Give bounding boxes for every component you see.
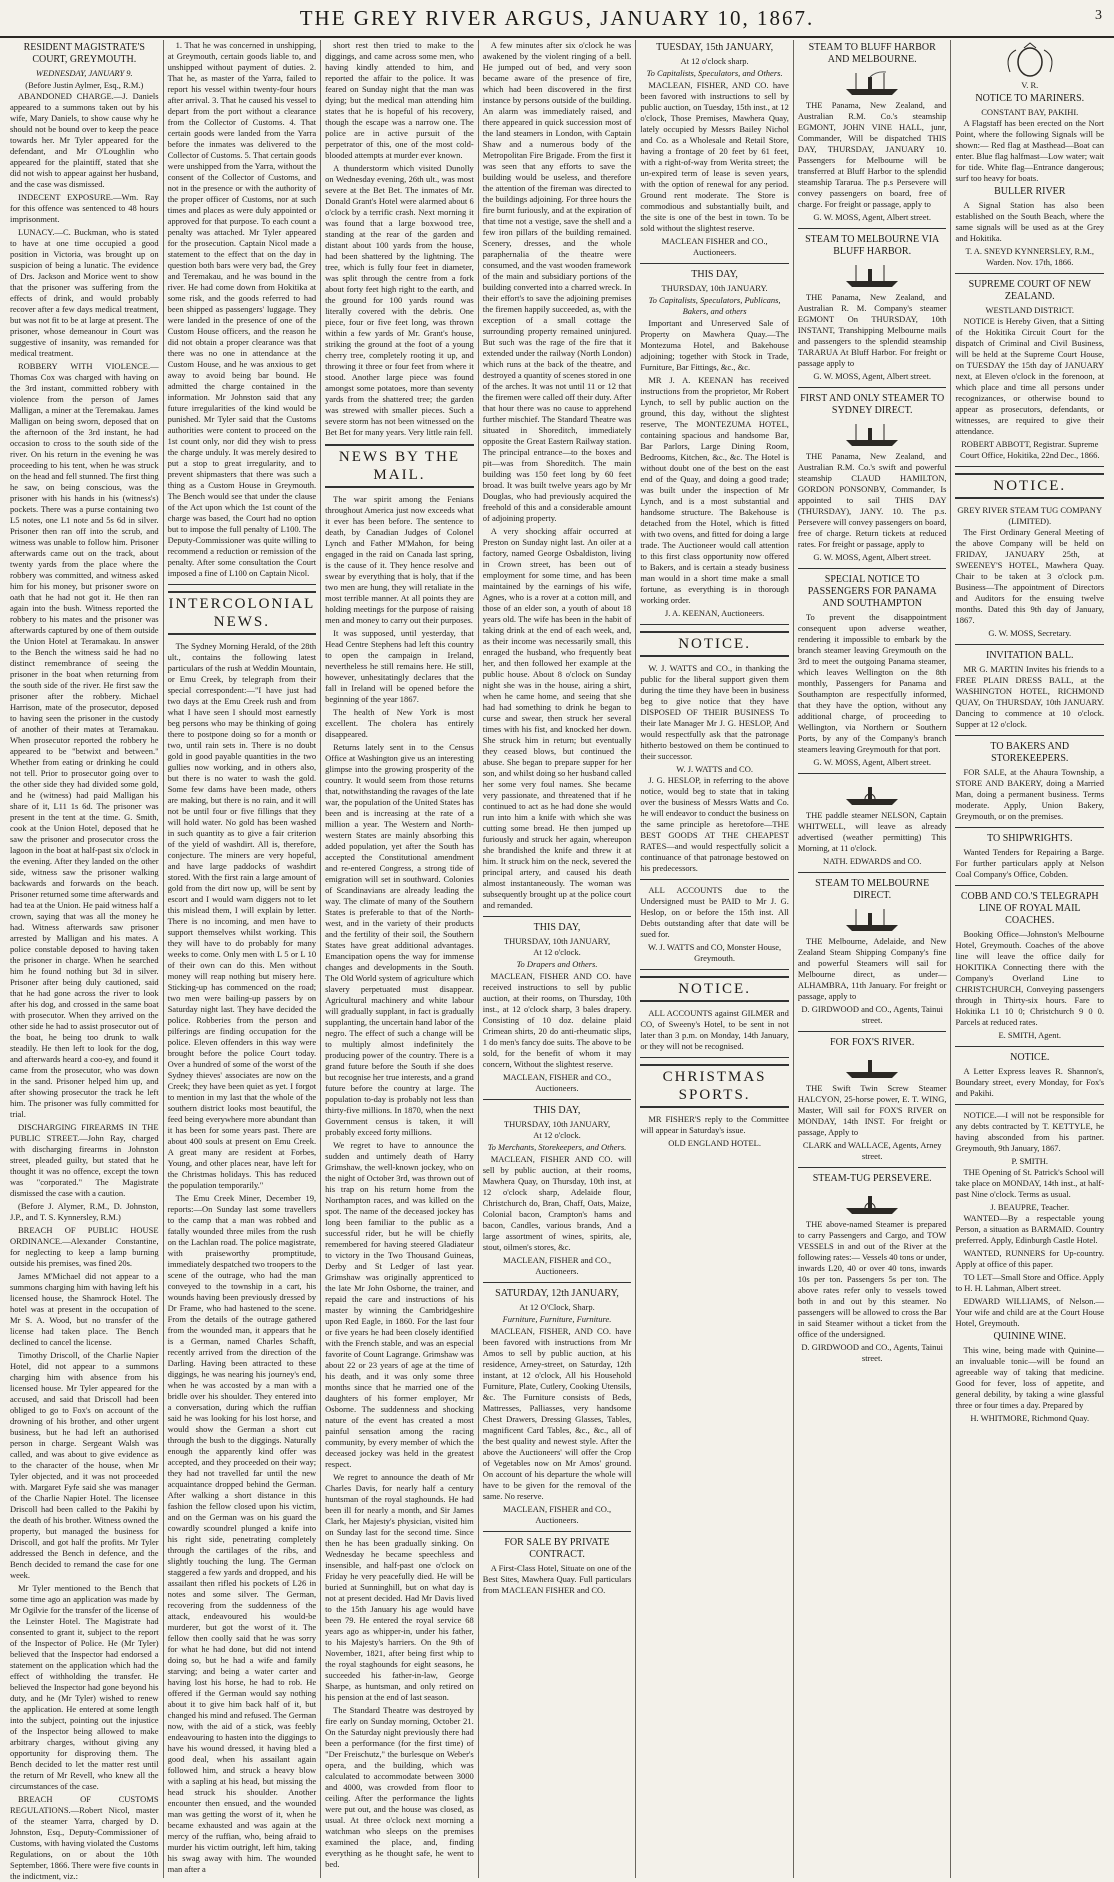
divider <box>798 872 947 873</box>
ad-signature: E. SMITH, Agent. <box>998 1030 1062 1040</box>
ad-body: Booking Office—Johnston's Melbourne Hotel, Greymouth. Coaches of the above line will leave the office daily for HOKITIKA Connecting there with the Company's Overland Line to CHRISTCHURCH, Conveying passengers through in Thirty-six hours. Fare to Hokitika L1 10 0; Christchurch 9 0 0. Parcels at reduced rates. <box>955 929 1105 1027</box>
column-3 <box>321 40 479 1878</box>
divider <box>640 879 789 880</box>
steamship-icon <box>842 779 902 807</box>
ad-date: At 12 O'Clock, Sharp. <box>519 1302 595 1312</box>
ad-signature: G. W. MOSS, Agent, Albert street. <box>813 371 931 381</box>
court-heading: RESIDENT MAGISTRATE'S COURT, GREYMOUTH. <box>23 42 145 65</box>
divider <box>640 1057 789 1058</box>
ad-body: THE paddle steamer NELSON, Captain WHITWELL, will leave as already advertised (weather permitting) This Morning, at 11 o'clock. <box>797 810 947 853</box>
ad-heading: FOR SALE BY PRIVATE CONTRACT. <box>504 1537 610 1560</box>
article-paragraph: We regret to announce the death of Mr Charles Davis, for nearly half a century huntsman of the royal staghounds. He had been ill for nearly a month, and Sir James Clark, her Majesty's physician, visited him on Sunday last for the second time. Since then he has been gradually sinking. On Wednesday he became speechless and insensible, and half-past one o'clock on Friday he very peacefully died. He will be buried at Sunninghill, but on what day is not at present decided. Had Mr Davis lived to the 15th January his age would have been 79. He entered the royal service 68 years ago as whipper-in, under his father, to his Majesty's harriers. On the 9th of November, 1821, after being first whip to the royal staghounds for eight seasons, he succeeded his father-in-law, George Sharpe, as huntsman, and only retired on his pension at the end of last season. <box>325 1472 474 1702</box>
notice-heading: NOTICE. <box>955 473 1104 499</box>
article-paragraph: A few minutes after six o'clock he was awakened by the violent ringing of a bell. He jumped out of bed, and very soon became aware of the presence of fire, which had been discovered in the first instance by persons outside of the building. An alarm was immediately raised, and there appeared in quick succession most of the land steamers in London, with Captain Shaw and a numerous body of the Metropolitan Fire Brigade. From the first it was seen that any efforts to save the building would be useless, and therefore the attention of the fireman was directed to the buildings adjoining. For three hours the fire burnt furiously, and at the expiration of that time not a vestige, save the shell and a few iron pillars of the building remained. Scenery, dresses, and the whole paraphernalia of the theatre were consumed, and the vast wooden framework of the main and subsidiary portions of the building converted into a charred wreck. In their effort's to save the adjoining premises the firemen happily succeeded, as, with the exception of a small cottage the surrounding property remained uninjured. But such was the rage of the fire that it extended under the railway (North London) which runs at the back of the theatre, and destroyed a quantity of scenes stored in one of the arches. It was not until 11 or 12 that the firemen were called off their duty. After that hour there was no cause to apprehend further mischief. The Standard Theatre was situated in Shoreditch, immediately opposite the Great Eastern Railway station. The principal entrance—to the boxes and pit—was from Shoreditch. The main building was 150 feet long by 60 feet broad. It was built twelve years ago by Mr Douglas, who had previously acquired the freehold of this and a considerable amount of adjoining property. <box>482 40 632 523</box>
ad-body: THE Panama, New Zealand, and Australian R.M. Co.'s steamship EGMONT, JOHN VINE HALL, junr, Commander, Will be dispatched THIS DAY, THURSDAY, JANUARY 10. Passengers for Melbourne will be transferred at Bluff Harbor to the splendid steamship Tararua. The p.s Persevere will convey passengers on board, free of charge. For freight or passage, apply to <box>797 100 947 209</box>
ad-body: EDWARD WILLIAMS, of Nelson.—Your wife and child are at the Court House Hotel, Greymouth. <box>955 1296 1105 1328</box>
article-paragraph: ROBBERY WITH VIOLENCE.—Thomas Cox was charged with having on the 3rd instant, committed robbery with violence from the person of James Malligan, a miner at the Teremakau. James Malligan on being sworn, deposed that on the afternoon of the 3rd instant, he had occasion to cross to the south side of the river. On his return in the evening he was proceeding to his tent, when he was struck on the head and fell stunned. The first thing he saw, on being conscious, was the prisoner with his hands in his (witness's) pockets. There was a purse containing two L5 notes, one L1 note and 5s 6d in silver. Prisoner then ran off into the scrub, and witness was unable to follow him. Prisoner afterwards came out on the track, about twenty yards from the place where the robbery was committed, and witness asked him for his money, but prisoner swore on oath that he had not got it. He then ran again into the bush. Witness reported the robbery to his mates and the prisoner was afterwards captured by one of them outside the Union Hotel at Teramakau. In answer to the Bench the witness said he had no distinct remembrance of seeing the prisoner in the boat when returning from the south side of the river. He first saw the prisoner after the robbery. Michael Harrison, mate of the prosecutor, deposed to having seen the prisoner in the custody of another of their mates at Teramakau. When prosecutor reported the robbery he appeared to be "betwixt and between." Whether from eating or drinking he could not tell. Prior to prosecutor going over to the other side they had divided some gold, and he (witness) had paid Malligan his share of it, L11 1s 6d. The prisoner was present in the tent at the time. G. Smith, cook at the Union Hotel, deposed that he saw the prisoner and prosecutor cross the lagoon in the boat at half-past six o'clock in the evening. After they landed on the other side, witness saw the prisoner walking backwards and forwards on the beach. Prisoner returned some time afterwards and had tea at the Union. He paid witness half a crown, saying that was all the money he had. Witness afterwards saw prisoner arrested by Malligan and his mates. A police constable deposed to having taken the prisoner in charge. When he searched him he found nothing but 3d in silver. Prisoner after being duly cautioned, said that he had gone across the river to look after his dog, and crossed in the same boat with prosecutor. When they arrived on the other side he had to assist prosecutor out of the boat, he being too drunk to walk steadily. He then left to look for the dog, and afterwards heard a coo-ey, and found it came from the prosecutor, who was down in the sand. Prisoner helped him up, and after showing prosecutor the track he left him. The prisoner was fully committed for trial. <box>10 361 159 1119</box>
court-before: (Before Justin Aylmer, Esq., R.M.) <box>25 80 144 90</box>
ad-body: The First Ordinary General Meeting of the above Company will be held on FRIDAY, JANUARY 25th, at SWEENEY'S HOTEL, Mawhera Quay. Chair to be taken at 3 o'clock p.m. Business—The appointment of Directors and Auditors for the ensuing twelve months. Dated this 9th day of January, 1867. <box>955 527 1105 625</box>
divider <box>798 1167 947 1168</box>
divider <box>798 568 947 569</box>
ad-heading: SPECIAL NOTICE TO PASSENGERS FOR PANAMA AND SOUTHAMPTON <box>807 574 937 609</box>
divider <box>955 1046 1104 1047</box>
ad-body: NOTICE is Hereby Given, that a Sitting of the Hokitika Circuit Court for the dispatch of Criminal and Civil Business, will be held at the Supreme Court House, on TUESDAY the 15th day of JANUARY next, at Eleven o'clock in the forenoon, at which place and time all persons under recognizances, or otherwise bound to appear as prosecutors, defendants, or witnesses, are required to give their attendance. <box>955 316 1105 436</box>
ad-heading: STEAM-TUG PERSEVERE. <box>812 1173 932 1184</box>
ad-body: Wanted Tenders for Repairing a Barge. For further particulars apply at Nelson Coal Company's Office, Cobden. <box>955 847 1105 879</box>
steamship-icon <box>842 1052 902 1080</box>
article-paragraph: The Sydney Morning Herald, of the 28th ult., contains the following latest particulars of the rush at Weddin Mountain, or Emu Creek, by telegraph from their special correspondent:—"I have just had two days at the Emu Creek rush and from what I have seen I should most earnestly beg persons who may be thinking of going there to postpone doing so for a month or two, until rain sets in. There is no doubt gold in good payable quantities in the two gullies now working, and in others also, but there is no water to wash the gold. Some few dams have been made, others are making, but there is no rain, and it will not be until four or five fillings that they will hold water. No gold has been washed in such quantity as to give a fair criterion of the yield of washdirt. All is, therefore, conjecture. The miners are very hopeful, and have large paddocks of washdirt stored. With the first rain a large amount of gold from the dirt now up, will be sent by escort and I would warn diggers not to let this mislead them, I will explain by letter. There is no incoming, and men have to support themselves whilst working. This they will have to do probably for many weeks to come. Only men with L 5 or L 10 of their own can do this. Men without money will reap nothing but misery here. Sticking-up has commenced on the road; two men were bailing-up passers by on Saturday night last. They have decided the police. Robberies from the person and pilferings are finding occupation for the police. Eleven offenders in this way were brought before the police Court today. Over a hundred of some of the worst of the Sydney thieves' associates are now on the Creek; they have been quiet as yet. I forgot to mention in my last that the whole of the southern district looks most beautiful, the feed being everywhere more abundant than it has been for some years past. There are about 400 souls at present on Emu Creek. A great many are resident at Forbes, Young, and other places near, have left for the Christmas holidays. This has reduced the population temporarily." <box>167 641 317 1190</box>
ad-body: To prevent the disappointment consequent upon adverse weather, rendering it impossible to embark by the branch steamer leaving Greymouth on the 3rd to meet the outgoing Panama steamer, which leaves Wellington on the 8th monthly, Passengers for Panama and Southampton are respectfully informed, that they have the option, without any additional charge, of proceeding to Wellington, via Northern or Southern Ports, by any of the Company's branch steamers leaving Greymouth for that port. <box>797 612 947 754</box>
ad-body: A Signal Station has also been established on the South Beach, where the same signals will be used as at the Grey and Hokitika. <box>955 200 1105 243</box>
court-date: WEDNESDAY, JANUARY 9. <box>35 68 133 78</box>
ad-time: At 12 o'clock. <box>533 947 581 957</box>
column-5 <box>636 40 794 1878</box>
ad-body: A Flagstaff has been erected on the Nort Point, where the following Signals will be shown:— Red flag at Masthead—Boat can enter. Blue flag halfmast—Low water; wait for tide. White flag—Entrance dangerous; surf too heavy for boats. <box>955 118 1105 183</box>
ad-date: THURSDAY, 10th JANUARY, <box>503 936 611 946</box>
article-paragraph: The war spirit among the Fenians throughout America just now exceeds what it ever has been before. The sentence to death, by Canadian Judges of Colonel Lynch and Father M'Mahon, for being engaged in the raid on Canada last spring, is the cause of it. They hence resolve and swear by everything that is holy, that if the two men are hung, they will retaliate in the most terrible manner. At all points they are holding meetings for the purpose of raising men and money to carry out their purposes. <box>325 494 474 625</box>
ad-signature: OLD ENGLAND HOTEL. <box>668 1138 761 1148</box>
steamship-icon <box>842 1188 902 1216</box>
article-paragraph: The health of New York is most excellent. The cholera has entirely disappeared. <box>325 707 474 739</box>
page-columns <box>6 40 1108 1881</box>
column-4 <box>479 40 637 1878</box>
ad-signature: W. J. WATTS and CO. <box>676 764 753 774</box>
ad-body: ALL ACCOUNTS against GILMER and CO, of Sweeny's Hotel, to be sent in not later than 3 p.m. on Monday, 14th January, or they will not be recognised. <box>640 1008 789 1051</box>
article-paragraph: 1. That he was concerned in unshipping, at Greymouth, certain goods liable to, and unshipped without payment of duties. 2. That he, as master of the Yarra, failed to report his vessel within twenty-four hours after arrival. 3. That he caused his vessel to depart from the port without a clearance from the Collector of Customs. 4. That certain goods were landed from the Yarra before the inmates was delivered to the Collector of Customs. 5. That certain goods were unshipped from the Yarra, without the consent of the Collector of Customs, and not in the presence or with the authority of the proper officer of Customs, nor at such times and places as were duly appointed or approved for that purpose. To each count a penalty was attached. Mr Tyler appeared for the prosecution. Captain Nicol made a statement to the effect that on the day in question both bars were very bad, the Grey and Teremakau, and he was bound in the river. He had come down from Hokitika at some risk, and the goods referred to had been shipped as passengers' luggage. They were landed in the presence of one of the Custom House officers, and the reason he did not obtain a proper clearance was that there was no one in attendance at the Custom House, and he was anxious to get away to avoid being bar bound. He admitted the charge contained in the information. Mr Johnston said that any future irregularities of the kind would be punished. Mr Tyler said that the Customs authorities were content to proceed on the 1st count only, nor did they wish to press the charge unduly. It was merely desired to put a stop to great irregularity, and to prevent shipmasters that there was such a thing as a Custom House in Greymouth. The Bench would see that under the clause of the Act upon which the 1st count of the charge was based, the Court had no option but to impose the full penalty of L100. The Deputy-Commissioner was quite willing to recommend a reduction or remission of the penalty. After some consultation the Court imposed a fine of L100 on Captain Nicol. <box>167 40 317 578</box>
divider <box>483 1282 632 1283</box>
ad-heading: THIS DAY, <box>533 922 581 933</box>
article-paragraph: LUNACY.—C. Buckman, who is stated to have at one time occupied a good position in Victoria, was brought up on suspicion of being a lunatic. The evidence of Drs. Jackson and Morice went to show that the prisoner was suffering from the effects of drink, and would probably recover after a few days medical treatment, but was not fit to be at large at present. The prisoner, whose demeanour in Court was suggestive of insanity, was remanded for medical treatment. <box>10 227 159 358</box>
divider <box>798 228 947 229</box>
newspaper-title: THE GREY RIVER ARGUS, JANUARY 10, 1867. <box>299 6 815 30</box>
ad-date: THURSDAY, 10th JANUARY. <box>661 283 768 293</box>
ad-body: MR J. A. KEENAN has received instructions from the proprietor, Mr Robert Lynch, to sell by public auction on the ground, this day, without the slightest reserve, The MONTEZUMA HOTEL, containing spacious and handsome Bar, Bar Parlors, Large Dining Room, Bedrooms, Kitchen, &c., &c. The Hotel is without doubt one of the best on the east end of the Quay, and doing a good trade; was built under the inspection of Mr Lynch, and is a most substantial and handsome structure. The Bakehouse is detached from the Hotel, which is fitted with two ovens, and fitted for doing a large trade. The Auctioneer would call attention to this first class opportunity now offered to Bakers, and is certain a steady business man would in a short time make a small fortune, as everything is in thorough working order. <box>640 375 789 605</box>
ad-body: MACLEAN, FISHER, AND CO. have been favored with instructions from Mr Amos to sell by public auction, at his residence, Arney-street, on Saturday, 12th instant, at 12 o'clock, All his Household Furniture, Plate, Cutlery, Cooking Utensils, &c. The Furniture consists of Beds, Mattresses, Palliasses, very handsome Chest Drawers, Dressing Glasses, Tables, magnificent Card Tables, &c., &c., all of the best quality and newest style. After the above the Auctioneers' will offer the Crop of Vegetables now on Mr Amos' ground. On account of his departure the whole will have to be given for the removal of the same. No reserve. <box>482 1326 632 1501</box>
notice-heading: SUPREME COURT OF NEW ZEALAND. <box>968 279 1091 302</box>
ad-body: A First-Class Hotel, Situate on one of the Best Sites, Mawhera Quay. Full particulars from MACLEAN FISHER and CO. <box>482 1563 632 1595</box>
divider <box>955 644 1104 645</box>
notice-heading: NOTICE. <box>640 631 789 657</box>
divider <box>640 263 789 264</box>
royal-crest-icon <box>990 42 1070 78</box>
notice-heading: QUININE WINE. <box>993 1331 1067 1342</box>
article-paragraph: BREACH OF CUSTOMS REGULATIONS.—Robert Nicol, master of the steamer Yarra, charged by D. Johnston, Esq., Deputy-Commissioner of Customs, with having violated the Customs Regulations, on or about the 10th September, 1866. There were five counts in the indictment, viz.: <box>10 1794 159 1881</box>
ad-signature: D. GIRDWOOD and CO., Agents, Tainui street. <box>801 1342 943 1363</box>
ad-body: THE above-named Steamer is prepared to carry Passengers and Cargo, and TOW VESSELS in and out of the River at the following rates:— Vessels 40 tons or under, inwards L20, 40 or over 40 tons, inwards 10s per ton. Passengers 5s per ton. The above rates refer only to vessels towed both in and out by this steamer. No passengers will be allowed to cross the Bar in said Steamer without a ticket from the office of the undersigned. <box>797 1219 947 1339</box>
article-paragraph: DISCHARGING FIREARMS IN THE PUBLIC STREET.—John Ray, charged with discharging firearms in Johnston street, pleaded guilty, but stated that he thought it was no offence, except the town was "corporated." The Magistrate dismissed the case with a caution. <box>10 1122 159 1198</box>
divider <box>168 584 317 585</box>
article-paragraph: The Standard Theatre was destroyed by fire early on Sunday morning, October 21. On the Saturday night previously there had been a performance (for the first time) of "Der Freischutz," the burlesque on Weber's opera, and the building, which was calculated to accommodate between 3000 and 4000, was crowded from floor to ceiling. After the performance the lights were put out, and the house was closed, as usual. At three o'clock next morning a watchman who sleeps on the premises examined the place, and, finding everything as he thought safe, he went to bed. <box>325 1705 474 1869</box>
ad-body: MACLEAN, FISHER, AND CO. have been favored with instructions to sell by public auction, on Tuesday, 15th inst., at 12 o'clock, Those Premises, Mawhera Quay, lately occupied by Messrs Bailey Nichol and Co. as a Wholesale and Retail Store, having a frontage of 20 feet by 61 feet, with a right-of-way from Werita street; the un-expired term of lease is seven years, with the option of renewal for any period. Ground rent moderate. The Store is commodious and substantially built, and the site is one of the best in town. To be sold without the slightest reserve. <box>640 80 789 233</box>
notice-heading: TO BAKERS AND STOREKEEPERS. <box>990 741 1070 764</box>
ad-signature: MACLEAN, FISHER and CO., Auctioneers. <box>502 1255 612 1276</box>
divider <box>640 624 789 625</box>
ad-body: MR G. MARTIN Invites his friends to a FREE PLAIN DRESS BALL, at the WASHINGTON HOTEL, RICHMOND QUAY, On THURSDAY, 10th JANUARY. Dancing to commence at 10 o'clock. Supper at 12 o'clock. <box>955 664 1105 729</box>
divider <box>798 773 947 774</box>
column-2 <box>164 40 322 1878</box>
article-paragraph: BREACH OF PUBLIC HOUSE ORDINANCE.—Alexander Constantine, for neglecting to keep a lamp burning outside his premises, was fined 20s. <box>10 1225 159 1268</box>
ad-body: A Letter Express leaves R. Shannon's, Boundary street, every Monday, for Fox's and Pakihi. <box>955 1066 1105 1098</box>
article-paragraph: ABANDONED CHARGE.—J. Daniels appeared to a summons taken out by his wife, Mary Daniels, to show cause why he should not be bound over to keep the peace towards her. Mr Tyler appeared for the defendant, and Mr O'Loughlin who appeared for the plaintiff, stated that she did not wish to appear against her husband, and the case was dismissed. <box>10 91 159 189</box>
notice-heading: BULLER RIVER <box>994 186 1066 197</box>
ad-subhead: Furniture, Furniture, Furniture. <box>502 1314 612 1324</box>
divider <box>955 1104 1104 1105</box>
divider <box>798 1031 947 1032</box>
divider <box>955 885 1104 886</box>
divider <box>955 735 1104 736</box>
ad-body: WANTED, RUNNERS for Up-country. Apply at office of this paper. <box>955 1248 1105 1269</box>
news-by-mail-heading: NEWS BY THE MAIL. <box>325 444 474 488</box>
divider <box>640 969 789 970</box>
notice-subhead: WESTLAND DISTRICT. <box>985 305 1075 315</box>
notice-heading: NOTICE. <box>1010 1052 1050 1063</box>
ad-body: THE Panama, New Zealand, and Australian R. M. Company's steamer EGMONT On THURSDAY, 10th INSTANT, Transhipping Melbourne mails and passengers to the splendid steamship TARARUA At Bluff Harbor. For freight or passage apply to <box>797 292 947 368</box>
ad-body: THE Opening of St. Patrick's School will take place on MONDAY, 14th inst., at half-past Nine o'clock. Terms as usual. <box>955 1167 1105 1199</box>
divider <box>483 916 632 917</box>
intercolonial-heading: INTERCOLONIAL NEWS. <box>168 591 317 635</box>
ad-body: THE Panama, New Zealand, and Australian R.M. Co.'s swift and powerful steamship CLAUD HAMILTON, GORDON PONSONBY, Commander, Is appointed to sail THIS DAY (THURSDAY), JANY. 10. The p.s. Persevere will convey passengers on board, free of charge. Return tickets at reduced rates. For freight or passage, apply to <box>797 451 947 549</box>
ad-signature: CLARK and WALLACE, Agents, Arney street. <box>802 1140 942 1161</box>
ad-signature: G. W. MOSS, Secretary. <box>988 628 1072 638</box>
ad-signature: NATH. EDWARDS and CO. <box>822 856 922 866</box>
ad-signature: MACLEAN, FISHER and CO., Auctioneers. <box>502 1504 612 1525</box>
steamship-icon <box>842 69 902 97</box>
ad-heading: SATURDAY, 12th JANUARY, <box>495 1288 619 1299</box>
royal-crest-row <box>955 42 1104 91</box>
article-paragraph: We regret to have to announce the sudden and untimely death of Harry Grimshaw, the well-known jockey, who on the night of October 3rd, was thrown out of his trap on his return home from the Northampton races, and was killed on the spot. The name of the deceased jockey has long been familiar to the public as a successful rider, but he will be chiefly remembered for having steered Gladiateur to victory in the Two Thousand Guineas, Derby and St Ledger of last year. Grimshaw was originally apprenticed to the late Mr John Osborne, the trainer, and repaid the care and instructions of his master by winning the Cambridgeshire upon Red Eagle, in 1860. For the last four or five years he had been closely identified with the French stable, and was an especial favorite of Count Lagrange. Grimshaw was about 22 or 23 years of age at the time of his death, and it was only some three months since that he married one of the daughters of his former employer, Mr Osborne. The suddenness and shocking nature of the event has created a most painful sensation among the racing community, by every member of which the deceased jockey was held in the greatest respect. <box>325 1140 474 1469</box>
ad-body: MR FISHER'S reply to the Committee will appear in Saturday's issue. <box>640 1114 789 1135</box>
ad-subhead: To Drapers and Others. <box>516 959 598 969</box>
article-paragraph: Mr Tyler mentioned to the Bench that some time ago an application was made by Mr Ogilvie for the transfer of the license of the Leinster Hotel. The Magistrate had consented to grant it, subject to the report of the Inspector of Police. He (Mr Tyler) believed that the Inspector had endorsed a statement on the application which had the effect of withholding the transfer. He believed the Inspector had gone beyond his duty, and he (Mr Tyler) wished to renew the application. He entered at some length into the subject, pointing out the injustice of the Inspector being allowed to make arbitrary charges, without giving any opportunity for disproving them. The Bench decided to let the matter rest until the return of Mr Revell, who knew all the circumstances of the case. <box>10 1583 159 1791</box>
crest-initials: V. R. <box>1021 80 1039 90</box>
article-paragraph: The Emu Creek Miner, December 19, reports:—On Sunday last some travellers to the camp that a man was robbed and fatally wounded three miles from the rush on the Lachlan road. The police magistrate, with praiseworthy promptitude, immediately despatched two troopers to the scene of the outrage, who had the man conveyed to the township in a cart, his wounds having been previously dressed by Dr Frame, who had hastened to the scene. From the details of the outrage gathered from the wounded man, it appears that he is a German, named Charles Schafft, recently arrived from the direction of the Darling. Having been attracted to these diggings, he was nearing his journey's end, when he was accosted by a man with a bridle over his shoulder. They entered into a conversation, during which the ruffian said he was looking for his lost horse, and would show the German a short cut through the bush to the diggings. Naturally enough the apparently kind offer was accepted, and they proceeded on their way; they had not travelled far until the new acquaintance dropped behind the German. After walking a short distance in this fashion the fellow closed upon his victim, and on the German was on his guard the cowardly scoundrel plunged a knife into his right side, penetrating completely through the cartilages of the ribs, and slightly touching the lung. The German staggered a few yards and dropped, and his assailant then rifled his pockets of L26 in notes and some silver. The German, recovering from the suddenness of the attack, endeavoured his would-be murderer, but got the worst of it. The fellow then coolly said that he was sorry for what he had done, but did not intend doing so, but he had a wife and family starving; and being a water carter and having lost his horse, he had to rob. He offered if the German would say nothing about it to give him back half of it, but changed his mind and refused. The German now, with the aid of a stick, was feebly endeavouring to hasten into the diggings to have his wound dressed, it having bled a good deal, when his assailant again followed him, and struck a heavy blow with a sapling at his head, but missing the head struck his shoulder. Another encounter then ensued, and the wounded man was getting the worst of it, when he became exhausted and was again at the mercy of the ruffian, who, being afraid to murder his victim outright, left him, taking his swag away with him. The wounded man after a <box>167 1193 317 1874</box>
steamship-icon <box>842 261 902 289</box>
ad-subhead: To Capitalists, Speculators, Publicans, Bakers, and others <box>648 295 781 316</box>
ad-signature: T. A. SNEYD KYNNERSLEY, R.M., Warden. Nov. 17th, 1866. <box>965 246 1095 267</box>
article-paragraph: A thunderstorm which visited Dunolly on Wednesday evening, 26th ult., was most severe at the Bet Bet. The inmates of Mr. Donald Grant's Hotel were alarmed about 6 o'clock by a terrific crash. Next morning it was found that a large boxwood tree, standing at the rear of the garden and distant about 100 yards from the house, had been shattered by the lightning. The tree, which is fully four feet in diameter, was split through the centre from a fork about forty feet high right to the earth, and the ground for 100 yards round was literally covered with the debris. One piece, four or five feet long, was thrown within a few yards of Mr. Grant's house, striking the ground at the foot of a young cherry tree, completely rooting it up, and throwing it three or four feet from where it stood. Another large piece was found amongst some potatoes, more than seventy yards from the shattered tree; the garden was strewed with smaller pieces. Such a severe storm has not been witnessed on the Bet Bet for many years. Very little rain fell. <box>325 163 474 437</box>
ad-heading: THIS DAY, <box>533 1105 581 1116</box>
divider <box>483 1099 632 1100</box>
ad-signature: D. GIRDWOOD and CO., Agents, Tainui street. <box>801 1004 943 1025</box>
ad-body: W. J. WATTS and CO., in thanking the public for the liberal support given them during the time they have been in business beg to give notice that they have DISPOSED OF THEIR BUSINESS To their late Manager Mr J. G. HESLOP, And would respectfully ask that the patronage hitherto bestowed on them be continued to their successor. <box>640 663 789 761</box>
article-paragraph: A very shocking affair occurred at Preston on Sunday night last. An oiler at a factory, named George Osbaldiston, living in Crown street, has been out of employment for some time, and has been maintained by the earnings of his wife, Agnes, who is a rover at a cotton mill, and those of an elder son, a youth of about 18 years old. The wife has been in the habit of taking drink at the end of each week, and, as their income was necessarily small, this enraged the husband, who frequently beat her, and then followed her example at the public house. About 8 o'clock on Sunday night she was in the house, airing a shirt, when he came home, and seeing that she had had something to drink he began to curse and swear, then struck her several times with his fist, and knocked her down. She struck him in return; but eventually they ceased blows, but continued the abuse. She began to prepare supper for her son, and whilst doing so her husband called her some very foul names. She became very passionate, and threatened that if he continued to act as he had done she would run into him a knife with which she was cutting some bread. He then jumped up furiously and struck her again, whereupon she brandished the knife and threw it at him. It struck him on the neck, severed the principal artery, and caused his death almost instantaneously. The woman was subsequently brought up at the police court and remanded. <box>482 526 632 910</box>
ad-heading: FIRST AND ONLY STEAMER TO SYDNEY DIRECT. <box>800 393 945 416</box>
ad-heading: FOR FOX'S RIVER. <box>830 1037 915 1048</box>
ad-heading: STEAM TO BLUFF HARBOR AND MELBOURNE. <box>808 42 936 65</box>
ad-time: At 12 o'clock. <box>533 1130 581 1140</box>
notice-heading: NOTICE TO MARINERS. <box>975 93 1085 104</box>
divider <box>955 273 1104 274</box>
notice-heading: TO SHIPWRIGHTS. <box>987 833 1073 844</box>
steamship-icon <box>842 905 902 933</box>
notice-heading: INVITATION BALL. <box>986 650 1074 661</box>
ad-signature: MACLEAN, FISHER and CO., Auctioneers. <box>502 1072 612 1093</box>
notice-heading: COBB AND CO.'S TELEGRAPH LINE OF ROYAL MAIL COACHES. <box>960 891 1099 926</box>
ad-heading: STEAM TO MELBOURNE DIRECT. <box>815 878 930 901</box>
ad-body: MACLEAN, FISHER AND CO. will sell by public auction, at their rooms, Mawhera Quay, on Thursday, 10th inst, at 12 o'clock sharp, Adelaide flour, Christchurch do, Bran, Chaff, Oats, Maize, Colonial bacon, Crampton's hams and bacon, Candles, various brands, And a large assortment of wines, spirits, ale, stout, oilmen's stores, &c. <box>482 1154 632 1252</box>
ad-heading: STEAM TO MELBOURNE VIA BLUFF HARBOR. <box>805 234 940 257</box>
article-paragraph: Timothy Driscoll, of the Charlie Napier Hotel, did not appear to a summons charging him with absence from his licensed house. Mr Tyler appeared for the accused, and said that Driscoll had been obliged to go to Fox's on account of the drowning of his brother, and other urgent business, but he had left an authorised person in charge. Sergeant Walsh was called, and was about to give evidence as to the character of the house, when Mr Tyler objected, and it was not proceeded with. Margaret Fyfe said she was manager of the Charlie Napier Hotel. The licensee Driscoll had been called to the Pakihi by the death of his brother. Witness owned the property, but managed the business for Driscoll, and got half the profits. Mr Tyler addressed the Bench in defence, and the Bench decided to remand the case for one week. <box>10 1350 159 1580</box>
ad-signature: W. J. WATTS and CO, Monster House, Greymouth. <box>648 942 782 963</box>
divider <box>955 466 1104 467</box>
ad-signature: G. W. MOSS, Agent, Albert street. <box>813 552 931 562</box>
ad-signature: MACLEAN FISHER and CO., Auctioneers. <box>661 236 768 257</box>
article-paragraph: It was supposed, until yesterday, that Head Centre Stephens had left this country to open the campaign in Ireland, nevertheless he still remains here. He still, however, unhesitatingly declares that the fall in Ireland will be opened before the beginning of the year 1867. <box>325 628 474 704</box>
article-paragraph: Returns lately sent in to the Census Office at Washington give us an interesting glimpse into the growing prosperity of the country. It would seem from those returns that, notwithstanding the ravages of the late war, the population of the United States has been and is increasing at the rate of a million a year. The Western and North-western States are mainly absorbing this added population, yet after the South has accepted the Constitutional amendment and re-entered Congress, a strong tide of emigration will set in southward. Colonies of Scandinavians are already leading the way. The climate of many of the Southern States is preferable to that of the North-west, and in the variety of their products and the fertility of their soil, the Southern States have great additional advantages. Emancipation opens the way for immense changes and developments in the South. The Old World system of agriculture which slavery perpetuated must disappear. Agricultural machinery and white labour will gradually supplant, in fact is gradually supplanting, the uncertain hand labor of the negro. The effect of such a change will be to multiply almost indefinitely the producing power of the country. There is a grand future before the South if she does but recognise her true interests, and a grand future before the country at large. The population to-day is probably not less than thirty-five millions. In 1870, when the next Government census is taken, it will probably exceed forty millions. <box>325 742 474 1137</box>
ad-signature: G. W. MOSS, Agent, Albert street. <box>813 212 931 222</box>
christmas-sports-heading: CHRISTMAS SPORTS. <box>640 1064 789 1108</box>
page-number: 3 <box>1095 8 1102 23</box>
ad-subhead: To Merchants, Storekeepers, and Others. <box>487 1142 627 1152</box>
ad-body: TO LET—Small Store and Office. Apply to H. H. Lahman, Albert street. <box>955 1272 1105 1293</box>
ad-time: At 12 o'clock sharp. <box>680 56 749 66</box>
ad-body: Important and Unreserved Sale of Property on Mawhera Quay.—The Montezuma Hotel, and Bakehouse adjoining; together with Stock in Trade, Furniture, Bar Fittings, &c., &c. <box>640 318 789 372</box>
ad-signature: J. A. KEENAN, Auctioneers. <box>664 608 765 618</box>
ad-signature: J. BEAUPRE, Teacher. <box>990 1202 1070 1212</box>
ad-signature: H. WHITMORE, Richmond Quay. <box>970 1413 1090 1423</box>
column-1 <box>6 40 164 1881</box>
ad-body: THE Melbourne, Adelaide, and New Zealand Steam Shipping Company's fine and powerful Steamers will sail for Melbourne direct, as under— ALHAMBRA, 11th January. For freight or passage, apply to <box>797 936 947 1001</box>
column-6 <box>794 40 952 1878</box>
ad-body: J. G. HESLOP, in referring to the above notice, would beg to state that in taking over the business of Messrs Watts and Co. he will endeavor to conduct the business on the same principle as heretofore—THE BEST GOODS AT THE CHEAPEST RATES—and would respectfully solicit a continuance of that patronage bestowed on his predecessors. <box>640 775 789 873</box>
ad-body: WANTED—By a respectable young Person, a situation as BARMAID. Country preferred. Apply, Edinburgh Castle Hotel. <box>955 1213 1105 1245</box>
masthead <box>0 0 1114 38</box>
notice-heading: NOTICE. <box>640 976 789 1002</box>
ad-signature: ROBERT ABBOTT, Registrar. Supreme Court Office, Hokitika, 22nd Dec., 1866. <box>959 439 1100 460</box>
ad-body: FOR SALE, at the Ahaura Township, a STORE AND BAKERY, doing a Married Man, doing a permanent business. Terms moderate. Apply, Union Bakery, Greymouth, or on the premises. <box>955 767 1105 821</box>
divider <box>483 1531 632 1532</box>
ad-date: THURSDAY, 10th JANUARY, <box>503 1119 611 1129</box>
ad-body: This wine, being made with Quinine—an invaluable tonic—will be found an agreeable way of taking that medicine. Good for fever, loss of appetite, and general debility, by taking a wine glassful three or four times a day. Prepared by <box>955 1345 1105 1410</box>
article-paragraph: (Before J. Alymer, R.M., D. Johnston, J.P., and T. S. Kynnersley, R.M.) <box>10 1201 159 1222</box>
ad-signature: P. SMITH. <box>1011 1156 1049 1166</box>
ad-body: ALL ACCOUNTS due to the Undersigned must be PAID to Mr J. G. Heslop, on or before the 15th inst. All Debts outstanding after that date will be sued for. <box>640 885 789 939</box>
ad-body: NOTICE.—I will not be responsible for any debts contracted by T. KETTYLE, he having absconded from his partner. Greymouth, 9th January, 1867. <box>955 1110 1105 1153</box>
divider <box>798 387 947 388</box>
article-paragraph: James M'Michael did not appear to a summons charging him with having left his licensed house, the Shamrock Hotel. The hotel was at present in the occupation of Mr S. A. Wood, but no transfer of the license had taken place. The Bench declined to cancel the license. <box>10 1271 159 1347</box>
ad-signature: G. W. MOSS, Agent, Albert street. <box>813 757 931 767</box>
steamship-icon <box>842 420 902 448</box>
ad-body: MACLEAN, FISHER AND CO. have received instructions to sell by public auction, at their rooms, on Thursday, 10th inst., at 12 o'clock sharp, 3 bales drapery. Consisting of 10 doz. delaine plaid Crimean shirts, 20 do anti-rheumatic slips, 1 do men's fancy doe suits. The above to be sold, for the benefit of whom it may concern, Without the slightest reserve. <box>482 971 632 1069</box>
ad-body: THE Swift Twin Screw Steamer HALCYON, 25-horse power, E. T. WING, Master, Will sail for FOX'S RIVER on MONDAY, 14th INST. For freight or passage, Apply to <box>797 1083 947 1137</box>
ad-heading: TUESDAY, 15th JANUARY, <box>656 42 774 53</box>
divider <box>955 827 1104 828</box>
ad-heading: THIS DAY, <box>691 269 738 280</box>
article-paragraph: INDECENT EXPOSURE.—Wm. Ray for this offence was sentenced to 48 hours imprisonment. <box>10 192 159 224</box>
column-7 <box>951 40 1108 1878</box>
ad-subhead: To Capitalists, Speculators, and Others. <box>646 68 783 78</box>
notice-subhead: CONSTANT BAY, PAKIHI. <box>981 107 1079 117</box>
article-paragraph: short rest then tried to make to the diggings, and came across some men, who having kindly attended to him, and reported the affair to the police. It was feared on Sunday night that the man was dying; but the medical man attending him states that he is hopeful of his recovery, though the escape was a narrow one. The police are in active pursuit of the perpetrator of this, one of the most cold-blooded attempts at murder ever known. <box>325 40 474 160</box>
notice-subhead: GREY RIVER STEAM TUG COMPANY (LIMITED). <box>957 505 1103 526</box>
